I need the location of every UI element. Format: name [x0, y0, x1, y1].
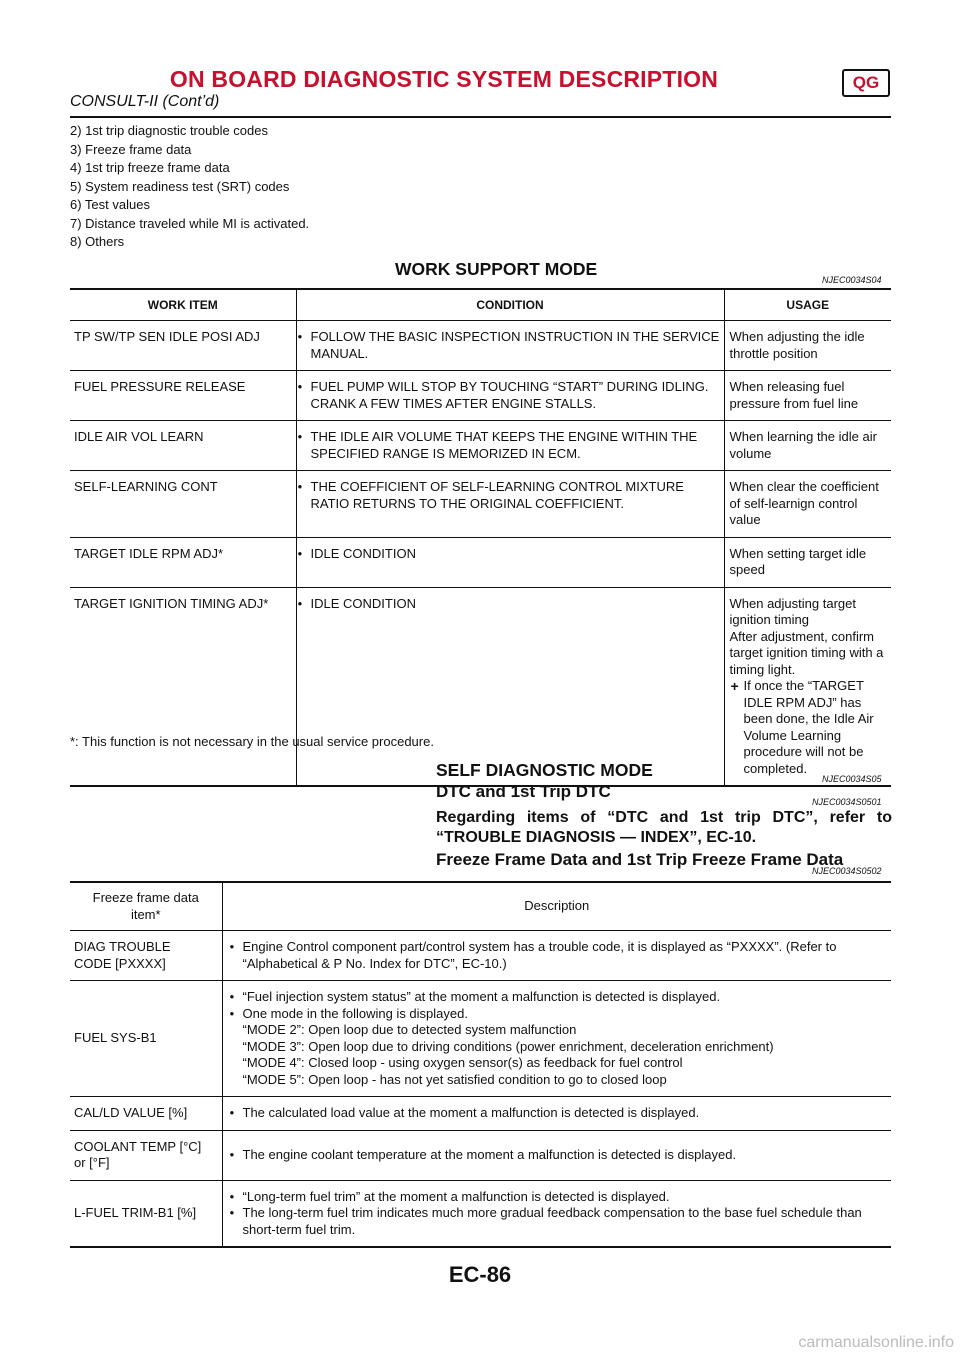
work-item-cell: TARGET IGNITION TIMING ADJ* — [70, 587, 296, 786]
table-row — [70, 1097, 891, 1131]
ffd-desc-text: ● One mode in the following is displayed. “MODE 2”: Open loop due to detected system malfunction “MODE 3”: Open loop due to driving conditions (power enrichment, deceleration enrichment) “MODE 4”: Closed loop - using oxygen sensor(s) as feedback for fuel control “MODE 5”: Open loop - has not yet satisfied condition to go to closed loop — [229, 1006, 892, 1089]
usage-cell: When learning the idle air volume — [724, 421, 891, 471]
header-rule — [70, 116, 891, 118]
condition-text: ● FUEL PUMP WILL STOP BY TOUCHING “START” DURING IDLING. CRANK A FEW TIMES AFTER ENGINE STALLS. — [297, 379, 724, 412]
freeze-frame-table — [70, 881, 891, 1248]
condition-text: ● THE COEFFICIENT OF SELF-LEARNING CONTROL MIXTURE RATIO RETURNS TO THE ORIGINAL COEFFICIENT. — [297, 479, 724, 512]
ffd-code: NJEC0034S0502 — [812, 866, 882, 876]
intro-list — [70, 122, 309, 252]
condition-text: ● FOLLOW THE BASIC INSPECTION INSTRUCTION IN THE SERVICE MANUAL. — [297, 329, 724, 362]
usage-cell: When clear the coefficient of self-learnign control value — [724, 471, 891, 538]
dtc-code: NJEC0034S0501 — [812, 797, 882, 807]
ffd-item-cell: FUEL SYS-B1 — [70, 981, 222, 1097]
condition-text: ● THE IDLE AIR VOLUME THAT KEEPS THE ENGINE WITHIN THE SPECIFIED RANGE IS MEMORIZED IN ECM. — [297, 429, 724, 462]
self-diag-title: SELF DIAGNOSTIC MODE — [436, 760, 653, 780]
page-number: EC-86 — [448, 1262, 512, 1287]
column-header: CONDITION — [296, 289, 724, 321]
ffd-title: Freeze Frame Data and 1st Trip Freeze Frame Data — [436, 850, 844, 869]
ffd-desc-text: ● The calculated load value at the moment a malfunction is detected is displayed. — [229, 1105, 892, 1122]
ffd-desc-text: ● “Fuel injection system status” at the moment a malfunction is detected is displayed. — [229, 989, 892, 1006]
list-item: 8) Others — [70, 234, 125, 249]
ffd-desc-text: ● “Long-term fuel trim” at the moment a malfunction is detected is displayed. — [229, 1189, 892, 1206]
column-header: USAGE — [724, 289, 891, 321]
condition-text: ● IDLE CONDITION — [297, 546, 724, 563]
ffd-item-label: COOLANT TEMP [°C] or [°F] — [74, 1138, 202, 1170]
list-item: 7) Distance traveled while MI is activated. — [70, 215, 310, 231]
table-row — [70, 537, 891, 587]
ffd-desc-text: ● Engine Control component part/control system has a trouble code, it is displayed as “PXXXX”. (Refer to “Alphabetical & P No. Index for DTC”, EC-10.) — [229, 939, 892, 972]
ffd-desc-text: ● The engine coolant temperature at the moment a malfunction is detected is displayed. — [229, 1147, 892, 1164]
table-header-row — [70, 289, 891, 321]
usage-text: When adjusting target ignition timing After adjustment, confirm target ignition timing with a timing light. — [729, 595, 884, 677]
work-support-table — [70, 288, 891, 787]
usage-cell: When adjusting the idle throttle position — [724, 321, 891, 371]
work-support-title: WORK SUPPORT MODE — [395, 259, 598, 279]
usage-note: + If once the “TARGET IDLE RPM ADJ” has been done, the Idle Air Volume Learning procedure will not be completed. — [730, 678, 892, 777]
dtc-title: DTC and 1st Trip DTC — [436, 782, 611, 801]
work-item-cell: TP SW/TP SEN IDLE POSI ADJ — [70, 321, 296, 371]
page-header-title: ON BOARD DIAGNOSTIC SYSTEM DESCRIPTION — [169, 66, 719, 92]
ffd-item-cell — [70, 931, 222, 981]
list-item: 2) 1st trip diagnostic trouble codes — [70, 123, 268, 138]
table-row — [70, 587, 891, 786]
footnote: *: This function is not necessary in the usual service procedure. — [70, 734, 434, 749]
column-header: Description — [222, 882, 891, 931]
column-header: Freeze frame data item* — [70, 882, 222, 931]
table-row — [70, 1180, 891, 1247]
work-item-cell: FUEL PRESSURE RELEASE — [70, 371, 296, 421]
usage-cell: When setting target idle speed — [724, 537, 891, 587]
condition-text: ● IDLE CONDITION — [297, 596, 724, 613]
list-item: 6) Test values — [70, 197, 150, 212]
watermark: carmanualsonline.info — [798, 1334, 954, 1351]
usage-cell: When releasing fuel pressure from fuel line — [724, 371, 891, 421]
ffd-item-cell: CAL/LD VALUE [%] — [70, 1097, 222, 1131]
table-row — [70, 471, 891, 538]
work-support-code: NJEC0034S04 — [822, 275, 882, 285]
self-diag-code: NJEC0034S05 — [822, 774, 882, 784]
column-header: WORK ITEM — [70, 289, 296, 321]
work-item-cell: SELF-LEARNING CONT — [70, 471, 296, 538]
work-item-cell: TARGET IDLE RPM ADJ* — [70, 537, 296, 587]
ffd-item-label: DIAG TROUBLE CODE [PXXXX] — [74, 939, 171, 971]
table-row — [70, 1130, 891, 1180]
table-row — [70, 931, 891, 981]
table-row — [70, 371, 891, 421]
page-header-subtitle: CONSULT-II (Cont’d) — [70, 93, 220, 110]
ffd-desc-text: ● The long-term fuel trim indicates much more gradual feedback compensation to the base fuel schedule than short-term fuel trim. — [229, 1205, 892, 1238]
table-header-row — [70, 882, 891, 931]
work-item-cell: IDLE AIR VOL LEARN — [70, 421, 296, 471]
dtc-reference: Regarding items of “DTC and 1st trip DTC”, refer to “TROUBLE DIAGNOSIS — INDEX”, EC-10. — [436, 809, 892, 846]
list-item: 5) System readiness test (SRT) codes — [70, 178, 290, 194]
table-row — [70, 421, 891, 471]
list-item: 3) Freeze frame data — [70, 141, 192, 157]
ffd-item-cell — [70, 1130, 222, 1180]
ffd-item-cell: L-FUEL TRIM-B1 [%] — [70, 1180, 222, 1247]
table-row — [70, 321, 891, 371]
list-item: 4) 1st trip freeze frame data — [70, 160, 230, 175]
table-row — [70, 981, 891, 1097]
engine-code-badge: QG — [842, 69, 890, 97]
